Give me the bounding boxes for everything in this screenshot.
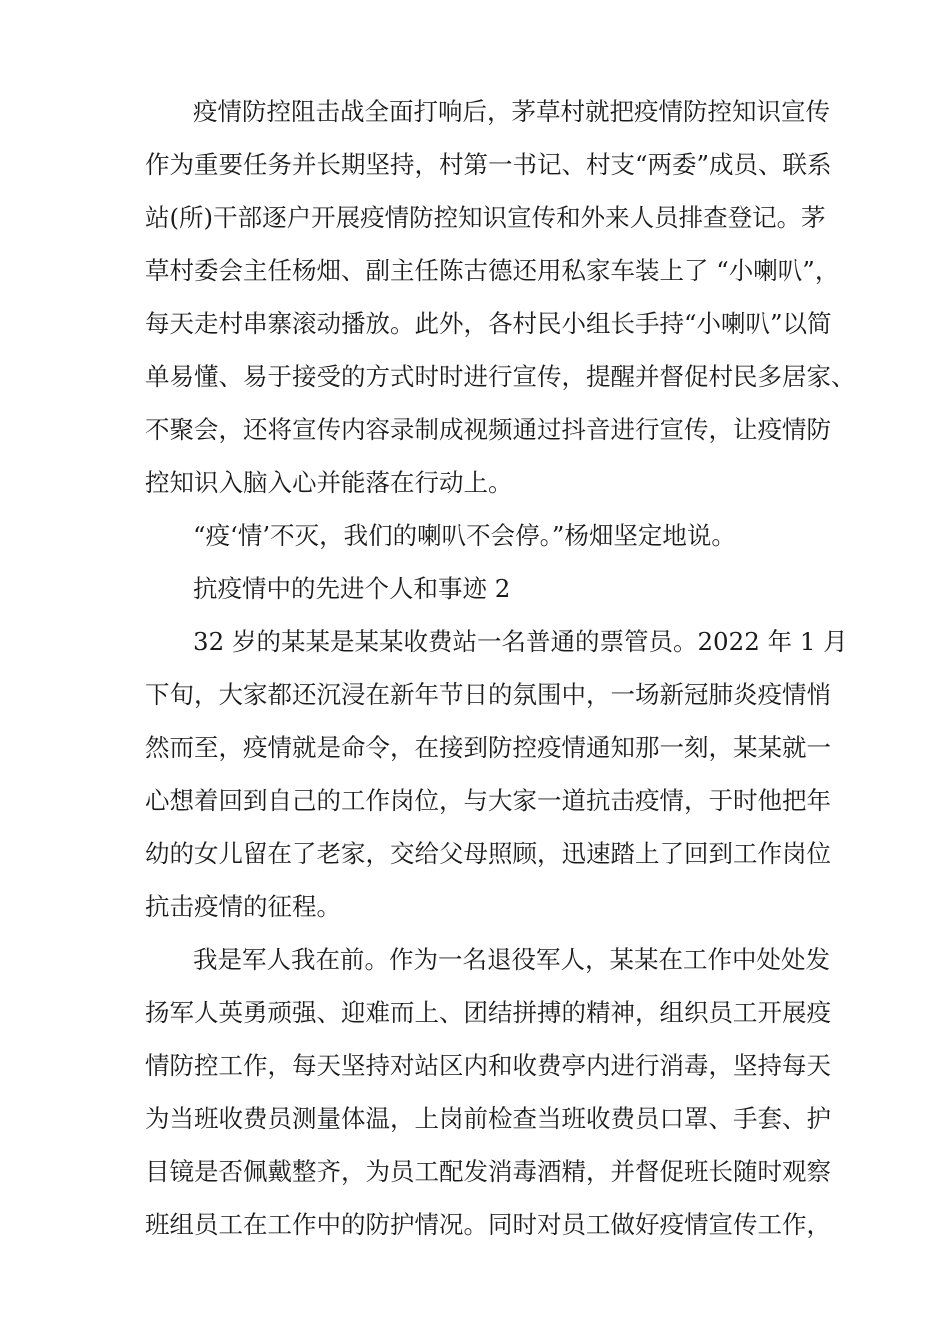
text-line: 班组员工在工作中的防护情况。同时对员工做好疫情宣传工作， (145, 1210, 831, 1239)
text-line: 心想着回到自己的工作岗位，与大家一道抗击疫情，于时他把年 (145, 786, 831, 815)
text-line: 然而至，疫情就是命令，在接到防控疫情通知那一刻，某某就一 (145, 733, 831, 762)
text-line: 单易懂、易于接受的方式时时进行宣传，提醒并督促村民多居家、 (145, 362, 856, 391)
text-line: 抗击疫情的征程。 (145, 892, 341, 921)
text-line: 每天走村串寨滚动播放。此外，各村民小组长手持“小喇叭”以简 (145, 309, 832, 338)
quote-line: “疫‘情’不灭，我们的喇叭不会停。”杨畑坚定地说。 (193, 521, 736, 550)
text-line: 目镜是否佩戴整齐，为员工配发消毒酒精，并督促班长随时观察 (145, 1157, 831, 1186)
text-line: 幼的女儿留在了老家，交给父母照顾，迅速踏上了回到工作岗位 (145, 839, 831, 868)
text-line: 我是军人我在前。作为一名退役军人，某某在工作中处处发 (193, 945, 830, 974)
text-line: 32 岁的某某是某某收费站一名普通的票管员。2022 年 1 月 (193, 627, 848, 656)
text-line: 情防控工作，每天坚持对站区内和收费亭内进行消毒，坚持每天 (145, 1051, 831, 1080)
text-line: 控知识入脑入心并能落在行动上。 (145, 468, 513, 497)
text-line: 站(所)干部逐户开展疫情防控知识宣传和外来人员排查登记。茅 (145, 203, 826, 232)
text-line: 下旬，大家都还沉浸在新年节日的氛围中，一场新冠肺炎疫情悄 (145, 680, 831, 709)
text-line: 作为重要任务并长期坚持，村第一书记、村支“两委”成员、联系 (145, 150, 832, 179)
text-line: 不聚会，还将宣传内容录制成视频通过抖音进行宣传，让疫情防 (145, 415, 831, 444)
text-line: 疫情防控阻击战全面打响后，茅草村就把疫情防控知识宣传 (193, 97, 830, 126)
text-line: 为当班收费员测量体温，上岗前检查当班收费员口罩、手套、护 (145, 1104, 831, 1133)
section-heading: 抗疫情中的先进个人和事迹 2 (193, 574, 511, 603)
text-line: 扬军人英勇顽强、迎难而上、团结拼搏的精神，组织员工开展疫 (145, 998, 831, 1027)
text-line: 草村委会主任杨畑、副主任陈古德还用私家车装上了 “小喇叭”， (145, 256, 840, 285)
